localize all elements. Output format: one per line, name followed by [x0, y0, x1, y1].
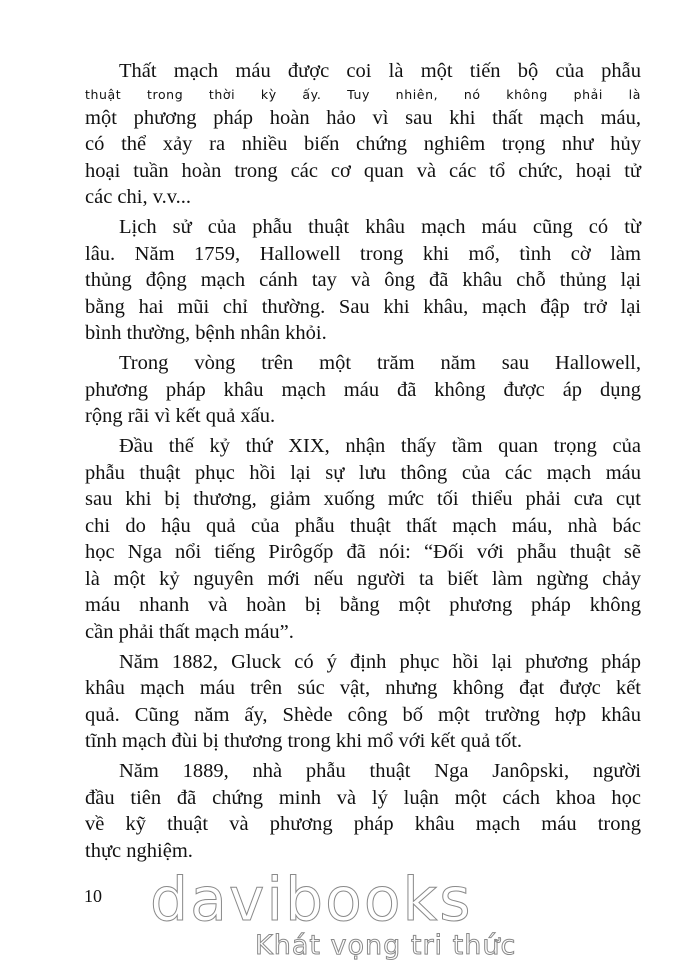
text-line: Đầu thế kỷ thứ XIX, nhận thấy tầm quan trọng của [119, 435, 641, 457]
text-line: máu nhanh và hoàn bị bằng một phương pháp không [85, 594, 641, 616]
text-line: Trong vòng trên một trăm năm sau Hallowell, [119, 352, 641, 374]
text-line: có thể xảy ra nhiều biến chứng nghiêm trọng như hủy [85, 133, 641, 155]
page-body [85, 58, 641, 868]
text-line: thủng động mạch cánh tay và ông đã khâu chỗ thủng lại [85, 269, 641, 291]
text-line: học Nga nổi tiếng Pirôgốp đã nói: “Đối với phẫu thuật sẽ [85, 541, 641, 563]
paragraph [85, 649, 641, 755]
page-number: 10 [84, 886, 102, 906]
text-line: thực nghiệm. [85, 839, 193, 862]
text-line: một phương pháp hoàn hảo vì sau khi thất mạch máu, [85, 106, 641, 129]
text-line: bình thường, bệnh nhân khỏi. [85, 322, 327, 344]
text-line: Lịch sử của phẫu thuật khâu mạch máu cũng có từ [119, 216, 641, 238]
text-line: về kỹ thuật và phương pháp khâu mạch máu trong [85, 813, 641, 835]
text-line: Năm 1889, nhà phẫu thuật Nga Janôpski, người [119, 760, 641, 782]
text-line: các chi, v.v... [85, 186, 192, 208]
paragraph [85, 758, 641, 864]
text-line: là một kỷ nguyên mới nếu người ta biết làm ngừng chảy [85, 567, 641, 590]
text-line: Thất mạch máu được coi là một tiến bộ của phẫu [119, 60, 641, 82]
paragraph [85, 433, 641, 645]
text-line: khâu mạch máu trên súc vật, nhưng không đạt được kết [85, 677, 641, 699]
paragraph [85, 58, 641, 211]
text-line: đầu tiên đã chứng minh và lý luận một cách khoa học [85, 786, 641, 809]
watermark-brand: davibooks [150, 865, 473, 935]
text-line: thuật trong thời kỳ ấy. Tuy nhiên, nó không phải là [85, 86, 641, 102]
text-line: sau khi bị thương, giảm xuống mức tối thiểu phải cưa cụt [85, 488, 641, 510]
text-line: quả. Cũng năm ấy, Shède công bố một trường hợp khâu [85, 703, 641, 726]
text-line: hoại tuần hoàn trong các cơ quan và các tổ chức, hoại tử [85, 159, 641, 182]
paragraph [85, 214, 641, 347]
text-line: phương pháp khâu mạch máu đã không được áp dụng [85, 378, 641, 401]
text-line: cần phải thất mạch máu”. [85, 620, 294, 643]
text-line: lâu. Năm 1759, Hallowell trong khi mổ, tình cờ làm [85, 242, 641, 265]
paragraph [85, 350, 641, 430]
text-line: phẫu thuật phục hồi lại sự lưu thông của các mạch máu [85, 461, 641, 484]
watermark-slogan: Khát vọng tri thức [255, 930, 517, 961]
text-line: Năm 1882, Gluck có ý định phục hồi lại phương pháp [119, 650, 641, 673]
text-line: rộng rãi vì kết quả xấu. [85, 405, 276, 427]
text-line: tĩnh mạch đùi bị thương trong khi mổ với kết quả tốt. [85, 730, 523, 752]
text-line: bằng hai mũi chỉ thường. Sau khi khâu, mạch đập trở lại [85, 295, 641, 318]
text-line: chi do hậu quả của phẫu thuật thất mạch máu, nhà bác [85, 514, 641, 537]
